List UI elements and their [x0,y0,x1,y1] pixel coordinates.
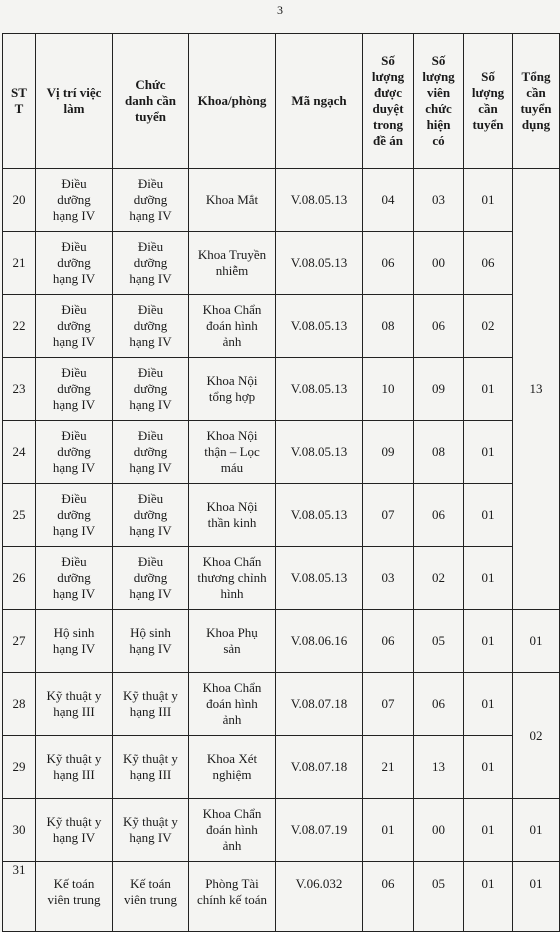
cell-current: 13 [414,736,464,799]
cell-position: Kỹ thuật y hạng IV [36,799,113,862]
cell-stt: 26 [3,547,36,610]
cell-position: Điều dưỡng hạng IV [36,232,113,295]
cell-code: V.08.05.13 [276,547,363,610]
cell-code: V.08.05.13 [276,295,363,358]
table-row [3,484,560,547]
cell-code: V.08.05.13 [276,169,363,232]
table-row [3,610,560,673]
cell-current: 03 [414,169,464,232]
cell-position: Điều dưỡng hạng IV [36,169,113,232]
cell-total: 01 [513,862,560,932]
cell-needed: 01 [464,484,513,547]
cell-position: Điều dưỡng hạng IV [36,484,113,547]
cell-needed: 01 [464,799,513,862]
cell-position: Hộ sinh hạng IV [36,610,113,673]
cell-title: Điều dưỡng hạng IV [113,358,189,421]
cell-title: Điều dưỡng hạng IV [113,547,189,610]
recruitment-table [2,33,560,932]
cell-approved: 07 [363,484,414,547]
cell-title: Điều dưỡng hạng IV [113,295,189,358]
header-position: Vị trí việc làm [36,34,113,169]
cell-dept: Khoa Nội thận – Lọc máu [189,421,276,484]
cell-position: Điều dưỡng hạng IV [36,421,113,484]
cell-current: 06 [414,295,464,358]
cell-approved: 10 [363,358,414,421]
cell-current: 08 [414,421,464,484]
cell-needed: 02 [464,295,513,358]
cell-stt: 24 [3,421,36,484]
cell-current: 06 [414,673,464,736]
cell-current: 00 [414,232,464,295]
cell-position: Điều dưỡng hạng IV [36,358,113,421]
cell-approved: 04 [363,169,414,232]
cell-title: Kỹ thuật y hạng III [113,736,189,799]
cell-dept: Khoa Nội thần kinh [189,484,276,547]
page-number: 3 [277,3,283,17]
table-row [3,295,560,358]
table-row [3,862,560,932]
cell-dept: Khoa Mắt [189,169,276,232]
table-row [3,169,560,232]
table-row [3,673,560,736]
table-row [3,799,560,862]
table-header-row [3,34,560,169]
cell-code: V.08.05.13 [276,358,363,421]
cell-needed: 01 [464,862,513,932]
cell-approved: 09 [363,421,414,484]
cell-stt: 30 [3,799,36,862]
cell-code: V.08.07.19 [276,799,363,862]
header-code: Mã ngạch [276,34,363,169]
cell-code: V.06.032 [276,862,363,932]
cell-dept: Khoa Chấn thương chỉnh hình [189,547,276,610]
table-row [3,232,560,295]
cell-stt: 20 [3,169,36,232]
cell-needed: 01 [464,547,513,610]
cell-title: Điều dưỡng hạng IV [113,232,189,295]
cell-approved: 08 [363,295,414,358]
cell-title: Kế toán viên trung [113,862,189,932]
cell-code: V.08.05.13 [276,421,363,484]
cell-stt: 27 [3,610,36,673]
table-row [3,736,560,799]
header-current: Số lượng viên chức hiện có [414,34,464,169]
header-title: Chức danh cần tuyển [113,34,189,169]
cell-position: Kỹ thuật y hạng III [36,673,113,736]
cell-approved: 07 [363,673,414,736]
cell-needed: 01 [464,169,513,232]
cell-needed: 01 [464,358,513,421]
cell-stt: 28 [3,673,36,736]
cell-approved: 01 [363,799,414,862]
cell-needed: 06 [464,232,513,295]
table-row [3,358,560,421]
cell-dept: Phòng Tài chính kế toán [189,862,276,932]
cell-code: V.08.05.13 [276,232,363,295]
cell-current: 09 [414,358,464,421]
cell-stt: 25 [3,484,36,547]
table-row [3,421,560,484]
cell-dept: Khoa Phụ sản [189,610,276,673]
cell-current: 02 [414,547,464,610]
header-approved: Số lượng được duyệt trong đề án [363,34,414,169]
cell-total: 01 [513,610,560,673]
cell-needed: 01 [464,736,513,799]
cell-stt: 31 [3,862,36,932]
cell-position: Điều dưỡng hạng IV [36,295,113,358]
cell-stt: 23 [3,358,36,421]
cell-code: V.08.05.13 [276,484,363,547]
cell-title: Kỹ thuật y hạng IV [113,799,189,862]
cell-dept: Khoa Xét nghiệm [189,736,276,799]
cell-dept: Khoa Chẩn đoán hình ảnh [189,295,276,358]
cell-total: 02 [513,673,560,799]
cell-code: V.08.06.16 [276,610,363,673]
cell-approved: 06 [363,862,414,932]
cell-stt: 29 [3,736,36,799]
cell-title: Điều dưỡng hạng IV [113,169,189,232]
cell-stt: 21 [3,232,36,295]
header-needed: Số lượng cần tuyển [464,34,513,169]
cell-dept: Khoa Truyền nhiễm [189,232,276,295]
cell-title: Điều dưỡng hạng IV [113,421,189,484]
cell-dept: Khoa Chẩn đoán hình ảnh [189,799,276,862]
header-dept: Khoa/phòng [189,34,276,169]
cell-dept: Khoa Nội tổng hợp [189,358,276,421]
cell-position: Kỹ thuật y hạng III [36,736,113,799]
header-stt: ST T [3,34,36,169]
cell-dept: Khoa Chẩn đoán hình ảnh [189,673,276,736]
cell-current: 06 [414,484,464,547]
cell-title: Hộ sinh hạng IV [113,610,189,673]
cell-approved: 06 [363,232,414,295]
cell-needed: 01 [464,421,513,484]
cell-current: 05 [414,862,464,932]
cell-position: Điều dưỡng hạng IV [36,547,113,610]
header-total: Tổng cần tuyển dụng [513,34,560,169]
cell-position: Kế toán viên trung [36,862,113,932]
cell-needed: 01 [464,673,513,736]
cell-code: V.08.07.18 [276,673,363,736]
table-row [3,547,560,610]
cell-title: Kỹ thuật y hạng III [113,673,189,736]
cell-current: 05 [414,610,464,673]
cell-total: 01 [513,799,560,862]
cell-needed: 01 [464,610,513,673]
cell-title: Điều dưỡng hạng IV [113,484,189,547]
cell-current: 00 [414,799,464,862]
cell-code: V.08.07.18 [276,736,363,799]
cell-approved: 06 [363,610,414,673]
cell-stt: 22 [3,295,36,358]
cell-approved: 03 [363,547,414,610]
cell-total: 13 [513,169,560,610]
cell-approved: 21 [363,736,414,799]
